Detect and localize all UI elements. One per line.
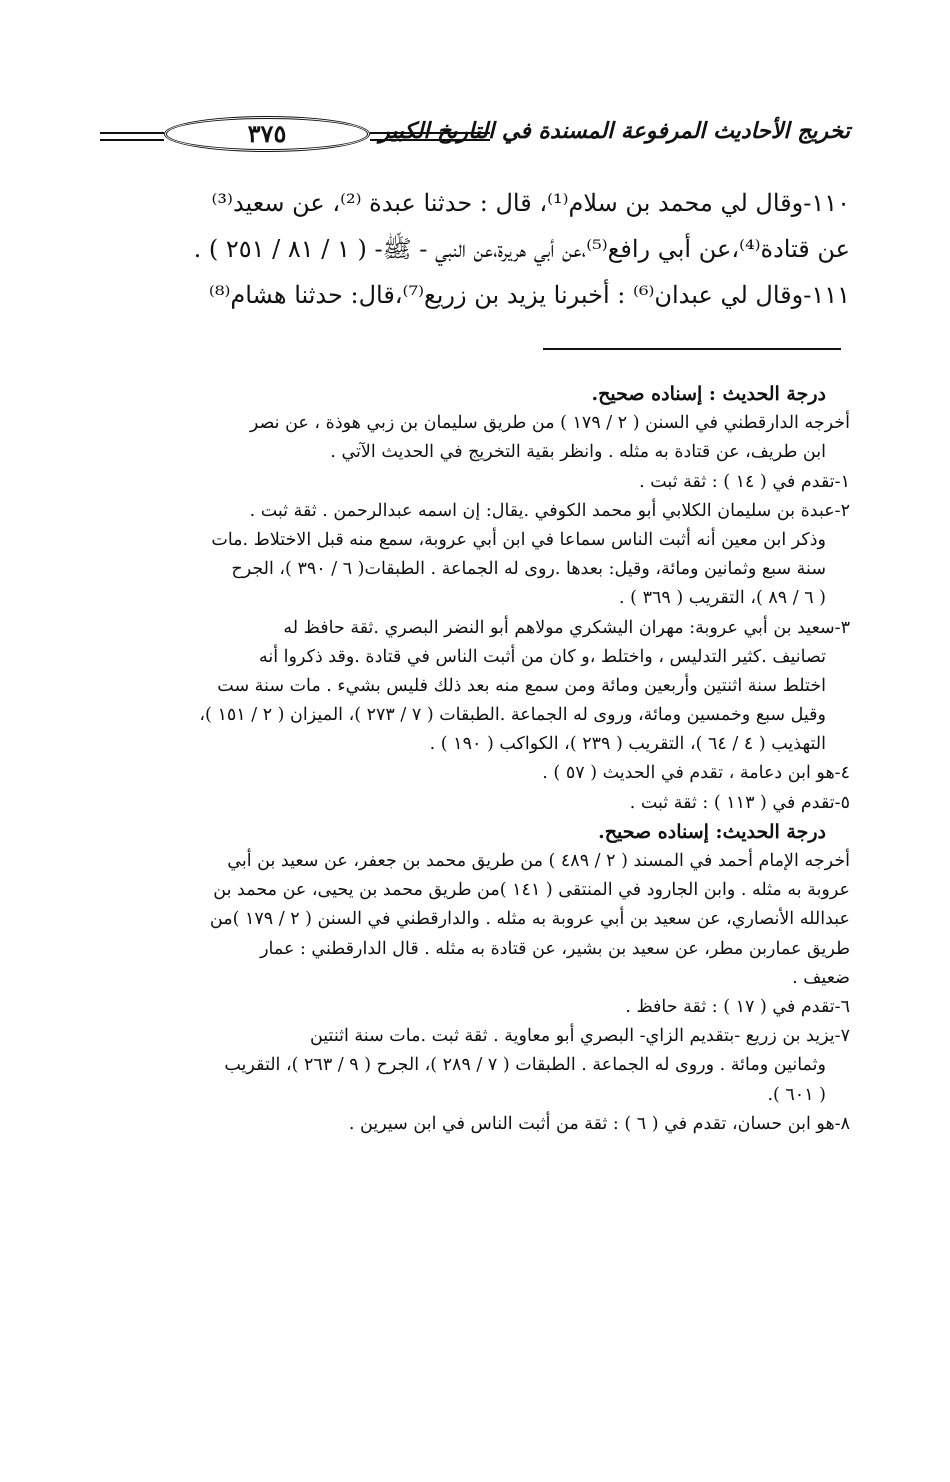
footnote-line: ابن طريف، عن قتادة به مثله . وانظر بقية التخريج في الحديث الآتي . [330, 442, 826, 463]
footnote-line: ضعيف . [792, 967, 850, 988]
footnote-line: اختلط سنة اثنتين وأربعين ومائة ومن سمع منه بعد ذلك فليس بشيء . مات سنة ست [217, 675, 826, 696]
footnote-line: ( ٦ / ٨٩ )، التقريب ( ٣٦٩ ) . [619, 588, 826, 609]
footnote-line: أخرجه الإمام أحمد في المسند ( ٢ / ٤٨٩ ) من طريق محمد بن جعفر، عن سعيد بن أبي [227, 851, 850, 871]
hadith-grade-heading: درجة الحديث: إسناده صحيح. [598, 820, 826, 843]
footnote-line: طريق عماربن مطر، عن سعيد بن بشير، عن قتادة به مثله . قال الدارقطني : عمار [260, 938, 850, 959]
footnote-line: ٦-تقدم في ( ١٧ ) : ثقة حافظ . [625, 996, 850, 1017]
main-text [100, 180, 850, 318]
footnotes [95, 380, 850, 1139]
footnote-line: ٧-يزيد بن زريع -بتقديم الزاي- البصري أبو معاوية . ثقة ثبت .مات سنة اثنتين [309, 1026, 850, 1047]
footnote-line: وثمانين ومائة . وروى له الجماعة . الطبقات ( ٧ / ٢٨٩ )، الجرح ( ٩ / ٢٦٣ )، التقريب [224, 1055, 826, 1076]
footnote-line: أخرجه الدارقطني في السنن ( ٢ / ١٧٩ ) من طريق سليمان بن زبي هوذة ، عن نصر [249, 413, 850, 434]
footnote-line: سنة سبع وثمانين ومائة، وقيل: بعدها .روى له الجماعة . الطبقات( ٦ / ٣٩٠ )، الجرح [231, 559, 826, 580]
footnote-line: عروبة به مثله . وابن الجارود في المنتقى ( ١٤١ )من طريق محمد بن يحيى، عن محمد بن [213, 880, 850, 901]
main-text-line: ١١١-وقال لي عبدان⁽⁶⁾ : أخبرنا يزيد بن زريع⁽⁷⁾،قال: حدثنا هشام⁽⁸⁾ [208, 281, 850, 309]
footnote-line: وذكر ابن معين أنه أثبت الناس سماعا في ابن أبي عروبة، سمع منه قبل الاختلاط .مات [211, 529, 826, 550]
page-number: ٣٧٥ [247, 119, 287, 148]
footnote-line: ٥-تقدم في ( ١١٣ ) : ثقة ثبت . [629, 792, 850, 813]
footnote-line: ٤-هو ابن دعامة ، تقدم في الحديث ( ٥٧ ) . [542, 763, 850, 784]
footnote-line: تصانيف .كثير التدليس ، واختلط ،و كان من أثبت الناس في قتادة .وقد ذكروا أنه [258, 646, 826, 667]
footnote-line: عبدالله الأنصاري، عن سعيد بن أبي عروبة به مثله . والدارقطني في السنن ( ٢ / ١٧٩ )من [209, 909, 850, 930]
hadith-grade-heading: درجة الحديث : إسناده صحيح. [591, 383, 826, 405]
footnote-line: ( ٦٠١ ). [767, 1084, 826, 1105]
footnote-line: وقيل سبع وخمسين ومائة، وروى له الجماعة .الطبقات ( ٧ / ٢٧٣ )، الميزان ( ٢ / ١٥١ )، [199, 705, 826, 726]
footnote-line: ٨-هو ابن حسان، تقدم في ( ٦ ) : ثقة من أثبت الناس في ابن سيرين . [348, 1113, 850, 1134]
footnote-line: ١-تقدم في ( ١٤ ) : ثقة ثبت . [639, 471, 850, 492]
footnote-line: ٢-عبدة بن سليمان الكلابي أبو محمد الكوفي .يقال: إن اسمه عبدالرحمن . ثقة ثبت . [249, 500, 850, 521]
page-header [100, 112, 850, 158]
page-number-oval [164, 116, 370, 152]
main-text-line: عن قتادة⁽⁴⁾،عن أبي رافع⁽⁵⁾،عن أبي هريرة،عن النبي - ﷺ- ( ١ / ٨١ / ٢٥١ ) . [193, 235, 850, 263]
main-text-line: ١١٠-وقال لي محمد بن سلام⁽¹⁾، قال : حدثنا عبدة ⁽²⁾، عن سعيد⁽³⁾ [211, 189, 850, 217]
footnote-line: ٣-سعيد بن أبي عروبة: مهران اليشكري مولاهم أبو النضر البصري .ثقة حافظ له [283, 617, 850, 638]
header-rule-left [100, 132, 164, 141]
footnote-line: التهذيب ( ٤ / ٦٤ )، التقريب ( ٢٣٩ )، الكواكب ( ١٩٠ ) . [429, 734, 826, 755]
footnote-separator [543, 348, 841, 350]
running-title: تخريج الأحاديث المرفوعة المسندة في التاريخ الكبير [379, 118, 850, 144]
